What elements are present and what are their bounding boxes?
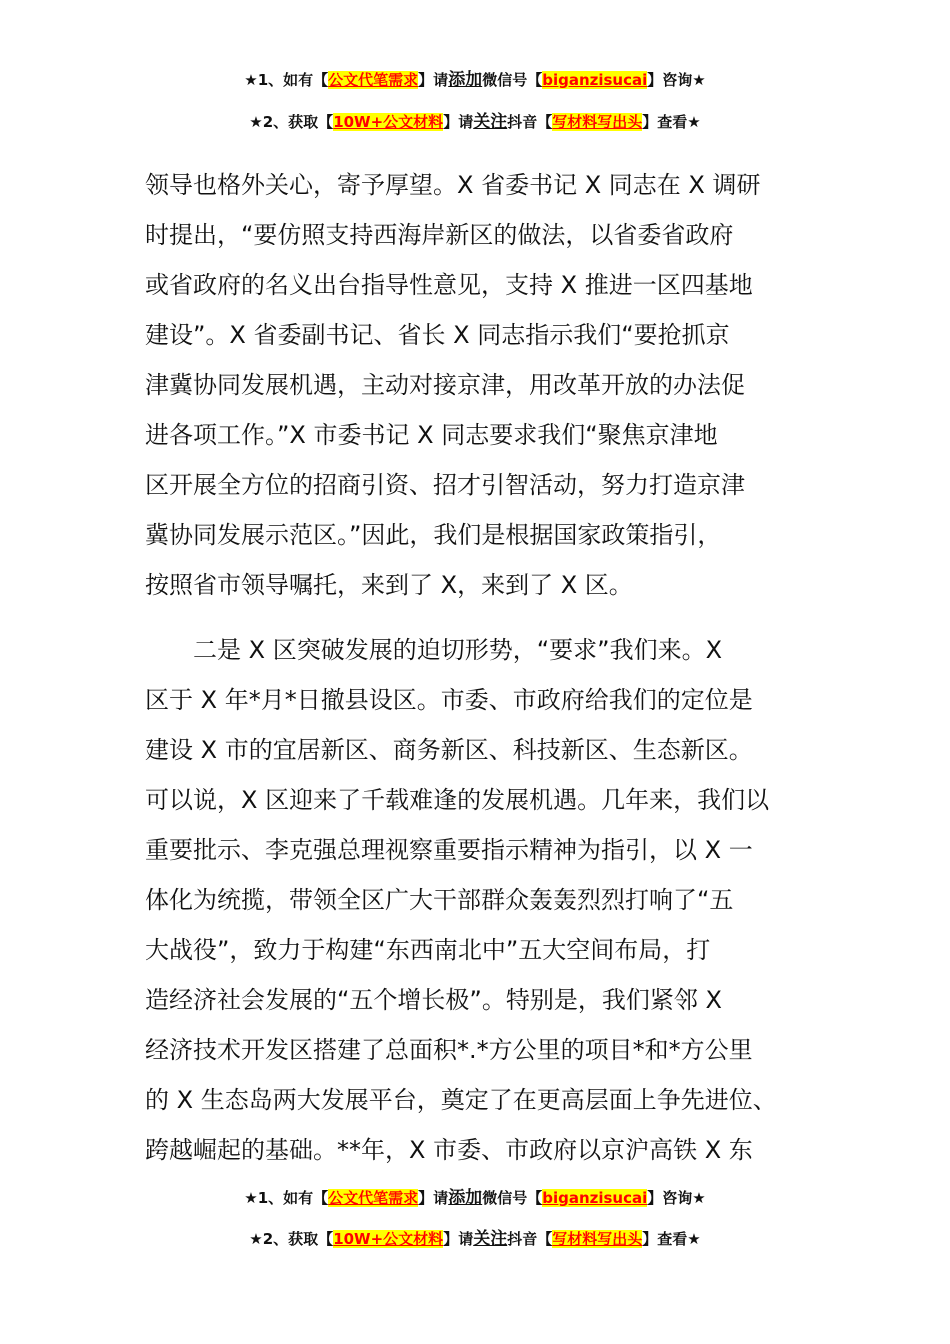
text-line: 津冀协同发展机遇，主动对接京津，用改革开放的办法促 [145, 371, 745, 399]
promo-text: 】咨询★ [647, 71, 706, 89]
promo-text: ★1、如有【 [244, 1189, 329, 1207]
text-line: 时提出，“要仿照支持西海岸新区的做法，以省委省政府 [145, 221, 734, 249]
text-line: 进各项工作。”X 市委书记 X 同志要求我们“聚焦京津地 [145, 421, 718, 449]
promo-emphasis: 关注 [473, 1229, 508, 1249]
text-line: 跨越崛起的基础。**年，X 市委、市政府以京沪高铁 X 东 [145, 1136, 753, 1164]
text-line: 区开展全方位的招商引资、招才引智活动，努力打造京津 [145, 471, 745, 499]
promo-text: 】请 [418, 1189, 449, 1207]
promo-text: 】咨询★ [647, 1189, 706, 1207]
text-line: 大战役”，致力于构建“东西南北中”五大空间布局，打 [145, 936, 711, 964]
text-line: 冀协同发展示范区。”因此，我们是根据国家政策指引， [145, 521, 722, 549]
promo-douyin-id: 写材料写出头 [552, 1230, 643, 1248]
document-body [145, 160, 825, 1175]
promo-text: ★2、获取【 [249, 113, 334, 131]
text-line: 建设”。X 省委副书记、省长 X 同志指示我们“要抢抓京 [145, 321, 730, 349]
promo-text: 抖音【 [507, 1230, 553, 1248]
text-line: 建设 X 市的宜居新区、商务新区、科技新区、生态新区。 [145, 736, 753, 764]
promo-text: 】请 [443, 1230, 474, 1248]
promo-douyin-id: 写材料写出头 [552, 113, 643, 131]
text-line: 领导也格外关心，寄予厚望。X 省委书记 X 同志在 X 调研 [145, 171, 761, 199]
promo-text: 抖音【 [507, 113, 553, 131]
paragraph-1 [145, 160, 825, 610]
text-line: 或省政府的名义出台指导性意见，支持 X 推进一区四基地 [145, 271, 753, 299]
promo-line-2-top [0, 111, 950, 133]
promo-emphasis: 关注 [473, 112, 508, 132]
text-line: 按照省市领导嘱托，来到了 X，来到了 X 区。 [145, 571, 633, 599]
promo-emphasis: 添加 [448, 1188, 483, 1208]
promo-line-1-top [0, 69, 950, 91]
promo-wechat-id: biganzisucai [542, 1189, 648, 1207]
promo-text: 】查看★ [642, 1230, 701, 1248]
paragraph-2 [145, 625, 825, 1175]
text-line: 区于 X 年*月*日撤县设区。市委、市政府给我们的定位是 [145, 686, 753, 714]
promo-highlight: 公文代笔需求 [328, 1189, 419, 1207]
promo-highlight: 10W+公文材料 [333, 1230, 444, 1248]
promo-line-2-bottom [0, 1228, 950, 1250]
promo-emphasis: 添加 [448, 70, 483, 90]
promo-line-1-bottom [0, 1187, 950, 1209]
promo-text: ★2、获取【 [249, 1230, 334, 1248]
text-line: 体化为统揽，带领全区广大干部群众轰轰烈烈打响了“五 [145, 886, 734, 914]
promo-highlight: 10W+公文材料 [333, 113, 444, 131]
text-line: 的 X 生态岛两大发展平台，奠定了在更高层面上争先进位、 [145, 1086, 777, 1114]
promo-highlight: 公文代笔需求 [328, 71, 419, 89]
promo-text: 微信号【 [482, 71, 543, 89]
promo-text: 微信号【 [482, 1189, 543, 1207]
paragraph-gap [145, 610, 825, 625]
promo-text: ★1、如有【 [244, 71, 329, 89]
promo-wechat-id: biganzisucai [542, 71, 648, 89]
text-line: 重要批示、李克强总理视察重要指示精神为指引，以 X 一 [145, 836, 753, 864]
text-line: 可以说，X 区迎来了千载难逢的发展机遇。几年来，我们以 [145, 786, 770, 814]
text-line: 造经济社会发展的“五个增长极”。特别是，我们紧邻 X [145, 986, 722, 1014]
promo-text: 】查看★ [642, 113, 701, 131]
promo-text: 】请 [443, 113, 474, 131]
text-line: 经济技术开发区搭建了总面积*.*方公里的项目*和*方公里 [145, 1036, 753, 1064]
text-line: 二是 X 区突破发展的迫切形势，“要求”我们来。X [193, 636, 723, 664]
promo-text: 】请 [418, 71, 449, 89]
